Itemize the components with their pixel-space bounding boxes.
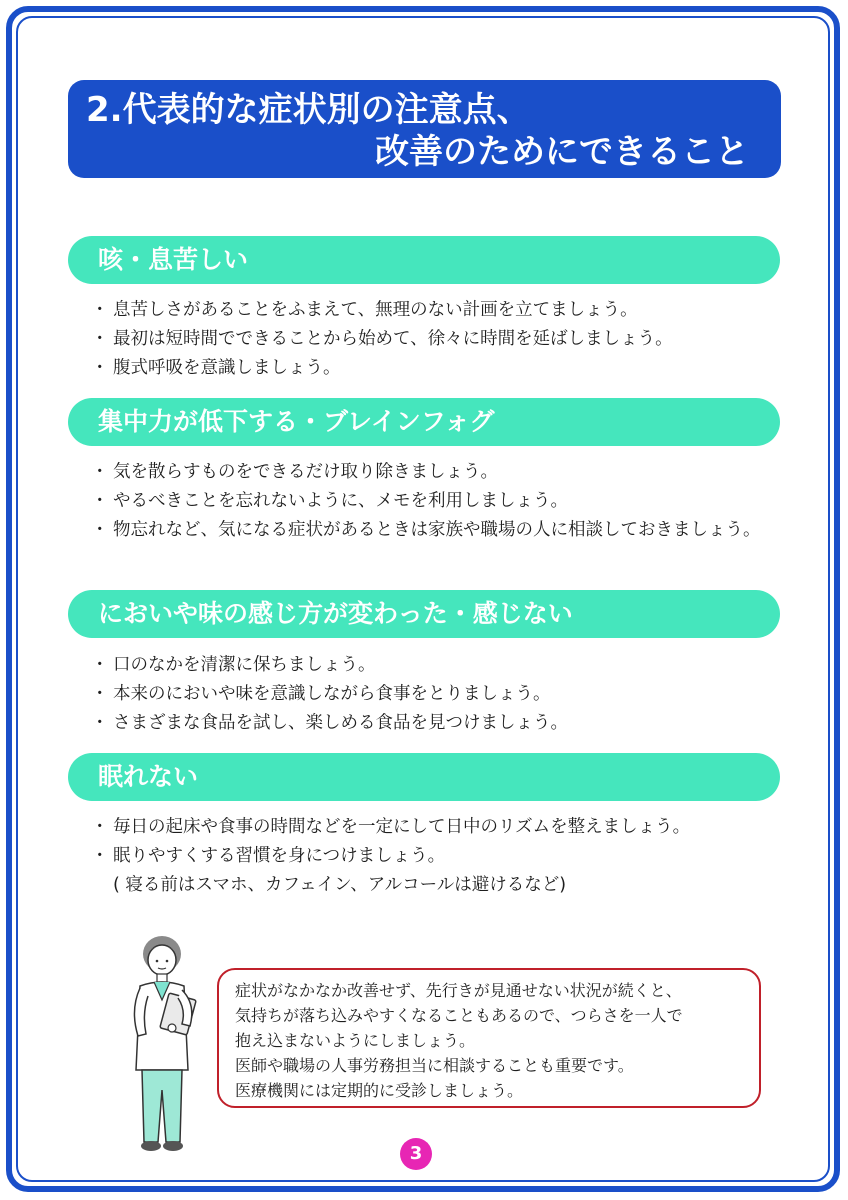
page-title-line2: 改善のためにできること — [375, 132, 749, 172]
list-item-note: ( 寝る前はスマホ、カフェイン、アルコールは避けるなど) — [113, 875, 567, 895]
section-heading-insomnia: 眠れない — [68, 753, 780, 801]
page-number-badge: 3 — [400, 1138, 432, 1170]
callout-line: 医師や職場の人事労務担当に相談することも重要です。 — [235, 1056, 634, 1075]
page-title — [68, 80, 781, 178]
section-list-smell-taste — [97, 651, 777, 738]
section-list-cough — [97, 296, 777, 383]
section-heading-cough: 咳・息苦しい — [68, 236, 780, 284]
list-item: ・ 口のなかを清潔に保ちましょう。 — [97, 651, 777, 680]
callout-box — [217, 968, 761, 1108]
list-item: ・ 物忘れなど、気になる症状があるときは家族や職場の人に相談しておきましょう。 — [97, 516, 777, 545]
list-item: ・ 息苦しさがあることをふまえて、無理のない計画を立てましょう。 — [97, 296, 777, 325]
list-item: ・ 眠りやすくする習慣を身につけましょう。 — [97, 842, 777, 871]
list-item: ・ 毎日の起床や食事の時間などを一定にして日中のリズムを整えましょう。 — [97, 813, 777, 842]
callout-line: 抱え込まないようにしましょう。 — [235, 1031, 476, 1050]
title-number: 2. — [86, 90, 123, 130]
list-item: ・ 腹式呼吸を意識しましょう。 — [97, 354, 777, 383]
callout-line: 気持ちが落ち込みやすくなることもあるので、つらさを一人で — [235, 1006, 683, 1025]
list-item: ・ やるべきことを忘れないように、メモを利用しましょう。 — [97, 487, 777, 516]
section-heading-smell-taste: においや味の感じ方が変わった・感じない — [68, 590, 780, 638]
list-item: ・ 気を散らすものをできるだけ取り除きましょう。 — [97, 458, 777, 487]
section-list-brain-fog — [97, 458, 777, 545]
title-line1-text: 代表的な症状別の注意点、 — [122, 90, 531, 130]
section-heading-brain-fog: 集中力が低下する・ブレインフォグ — [68, 398, 780, 446]
nurse-with-clipboard-icon — [112, 930, 222, 1170]
callout-line: 症状がなかなか改善せず、先行きが見通せない状況が続くと、 — [235, 981, 682, 1000]
callout-line: 医療機関には定期的に受診しましょう。 — [235, 1081, 524, 1100]
page-title-line1 — [86, 88, 531, 132]
section-list-insomnia — [97, 813, 777, 900]
list-item: ・ 本来のにおいや味を意識しながら食事をとりましょう。 — [97, 680, 777, 709]
list-item: ・ さまざまな食品を試し、楽しめる食品を見つけましょう。 — [97, 709, 777, 738]
list-item: ・ 最初は短時間でできることから始めて、徐々に時間を延ばしましょう。 — [97, 325, 777, 354]
